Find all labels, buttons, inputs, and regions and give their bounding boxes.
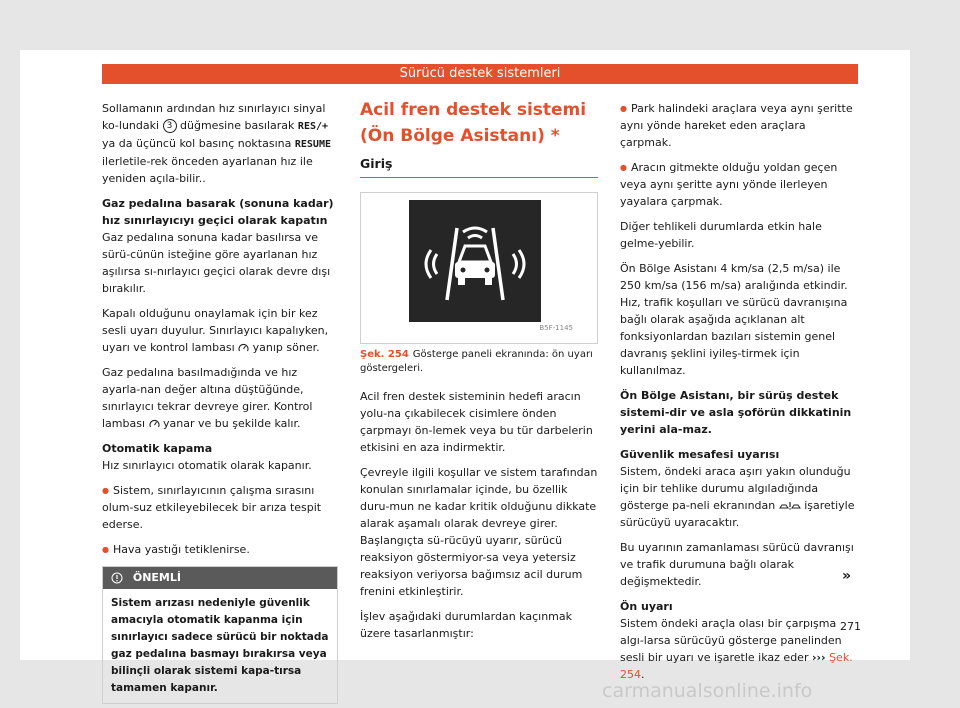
callout-number: 3	[163, 119, 177, 133]
paragraph-reactivate: Gaz pedalına basılmadığında ve hız ayarla-nan değer altına düştüğünde, sınırlayıcı tekrar devreye girer. Kontrol lambası yanar ve bu şekilde kalır.	[102, 366, 313, 430]
list-item: ● Aracın gitmekte olduğu yoldan geçen veya aynı şeritte aynı yönde ilerleyen yayalara çarpmak.	[620, 159, 858, 210]
paragraph-timing: Bu uyarının zamanlaması sürücü davranışı ve trafik durumuna bağlı olarak değişmektedir.	[620, 541, 854, 588]
list-item: ● Hava yastığı tetiklenirse.	[102, 541, 338, 558]
heading-attention: Ön Bölge Asistanı, bir sürüş destek sistemi-dir ve asla şoförün dikkatinin yerini ala-maz.	[620, 389, 852, 436]
button-label-resume: RESUME	[294, 139, 331, 150]
section-title: Acil fren destek sistemi (Ön Bölge Asistanı) *	[360, 100, 587, 146]
list-item: ● Sistem, sınırlayıcının çalışma sırasını olum-suz etkileyebilecek bir arıza tespit ederse.	[102, 482, 338, 533]
paragraph-other: Diğer tehlikeli durumlarda etkin hale gelme-yebilir.	[620, 220, 822, 250]
paragraph-speed-range: Ön Bölge Asistanı 4 km/sa (2,5 m/sa) ile 250 km/sa (156 m/sa) aralığında etkindir. Hız, trafik koşulları ve sürücü davranışına bağlı olarak aşağıda açıklanan alt fonksiyonlardan bazıları sistemin genel davranış şeklini iyileş-tirmek için kullanılmaz.	[620, 262, 848, 377]
continue-arrow: »	[842, 568, 852, 584]
column-left	[102, 100, 338, 704]
button-label-res: RES/+	[297, 121, 329, 132]
front-assist-warning-icon	[409, 200, 541, 322]
paragraph-stages: Çevreyle ilgili koşullar ve sistem tarafından konulan sınırlamalar içinde, bu özellik duru-mun ne kadar kritik olduğunu dikkate alarak aşamalı olarak devreye girer. Başlangıçta sü-rücüyü uyarır, sürücü reaksiyon göstermiyor-sa veya yetersiz reaksiyon veriyorsa bağımsız acil durum frenini etkinleştirir.	[360, 466, 598, 598]
paragraph-warning-lamp: Kapalı olduğunu onaylamak için bir kez sesli uyarı duyulur. Sınırlayıcı kapalıyken, uyarı ve kontrol lambası yanıp söner.	[102, 307, 329, 354]
important-notice	[102, 566, 338, 704]
heading-distance-warning: Güvenlik mesafesi uyarısı	[620, 448, 780, 461]
paragraph-auto-off: Hız sınırlayıcı otomatik olarak kapanır.	[102, 459, 312, 472]
paragraph-goal: Acil fren destek sisteminin hedefi aracın yolu-na çıkabilecek cisimlere önden çarpmayı ön-lemek veya bu tür darbelerin etkisini en aza indirmektir.	[360, 390, 593, 454]
info-circle-icon	[111, 572, 123, 584]
page-number: 271	[840, 620, 861, 633]
section-header: Sürücü destek sistemleri	[102, 64, 858, 84]
reference-arrows: ›››	[811, 651, 826, 664]
paragraph-resume: Sollamanın ardından hız sınırlayıcı sinyal ko-lundaki 3 düğmesine basılarak RES/+ ya da üçüncü kol basınç noktasına RESUME ilerletile-rek önceden ayarlanan hız ile yeniden açıla-bilir..	[102, 102, 331, 185]
paragraph-distance-warning: Sistem, öndeki araca aşırı yakın olunduğu için bir tehlike durumu algıladığında gösterge pa-neli ekranından işaretiyle sürücüyü uyaracaktır.	[620, 465, 855, 529]
figure-code: B5F-1145	[539, 324, 573, 332]
heading-override: Gaz pedalına basarak (sonuna kadar) hız sınırlayıcıyı geçici olarak kapatın	[102, 197, 334, 227]
paragraph-purpose: İşlev aşağıdaki durumlardan kaçınmak üzere tasarlanmıştır:	[360, 610, 573, 640]
distance-warning-icon	[779, 501, 801, 511]
instrument-display	[409, 200, 541, 322]
column-middle	[360, 100, 598, 650]
figure-box	[360, 192, 598, 344]
heading-pre-warning: Ön uyarı	[620, 600, 673, 613]
speed-limiter-icon	[238, 343, 249, 353]
paragraph-override: Gaz pedalına sonuna kadar basılırsa ve sürü-cünün isteğine göre ayarlanan hız aşılırsa sı-nırlayıcı geçici olarak devre dışı bırakılır.	[102, 231, 331, 295]
speed-limiter-icon	[149, 419, 160, 429]
subsection-title: Giriş	[360, 155, 598, 178]
important-notice-header: ÖNEMLİ	[103, 567, 337, 589]
figure-caption: Şek. 254 Gösterge paneli ekranında: ön uyarı göstergeleri.	[360, 349, 593, 374]
list-item: ● Park halindeki araçlara veya aynı şeritte aynı yönde hareket eden araçlara çarpmak.	[620, 100, 858, 151]
important-notice-text: Sistem arızası nedeniyle güvenlik amacıyla otomatik kapanma için sınırlayıcı sadece sürücü bir noktada gaz pedalına basmayı bırakırsa veya bilinçli olarak sistemi kapa-tırsa tamamen kapanır.	[111, 597, 329, 694]
watermark: carmanualsonline.info	[602, 680, 813, 702]
column-right	[620, 100, 858, 691]
paragraph-pre-warning: Sistem öndeki araçla olası bir çarpışma algı-larsa sürücüyü gösterge panelinden sesli bir uyarı ve işaretle ikaz eder ››› Şek. 254.	[620, 617, 853, 681]
heading-auto-off: Otomatik kapama	[102, 442, 213, 455]
figure-reference-link[interactable]: Şek. 254	[620, 651, 853, 681]
